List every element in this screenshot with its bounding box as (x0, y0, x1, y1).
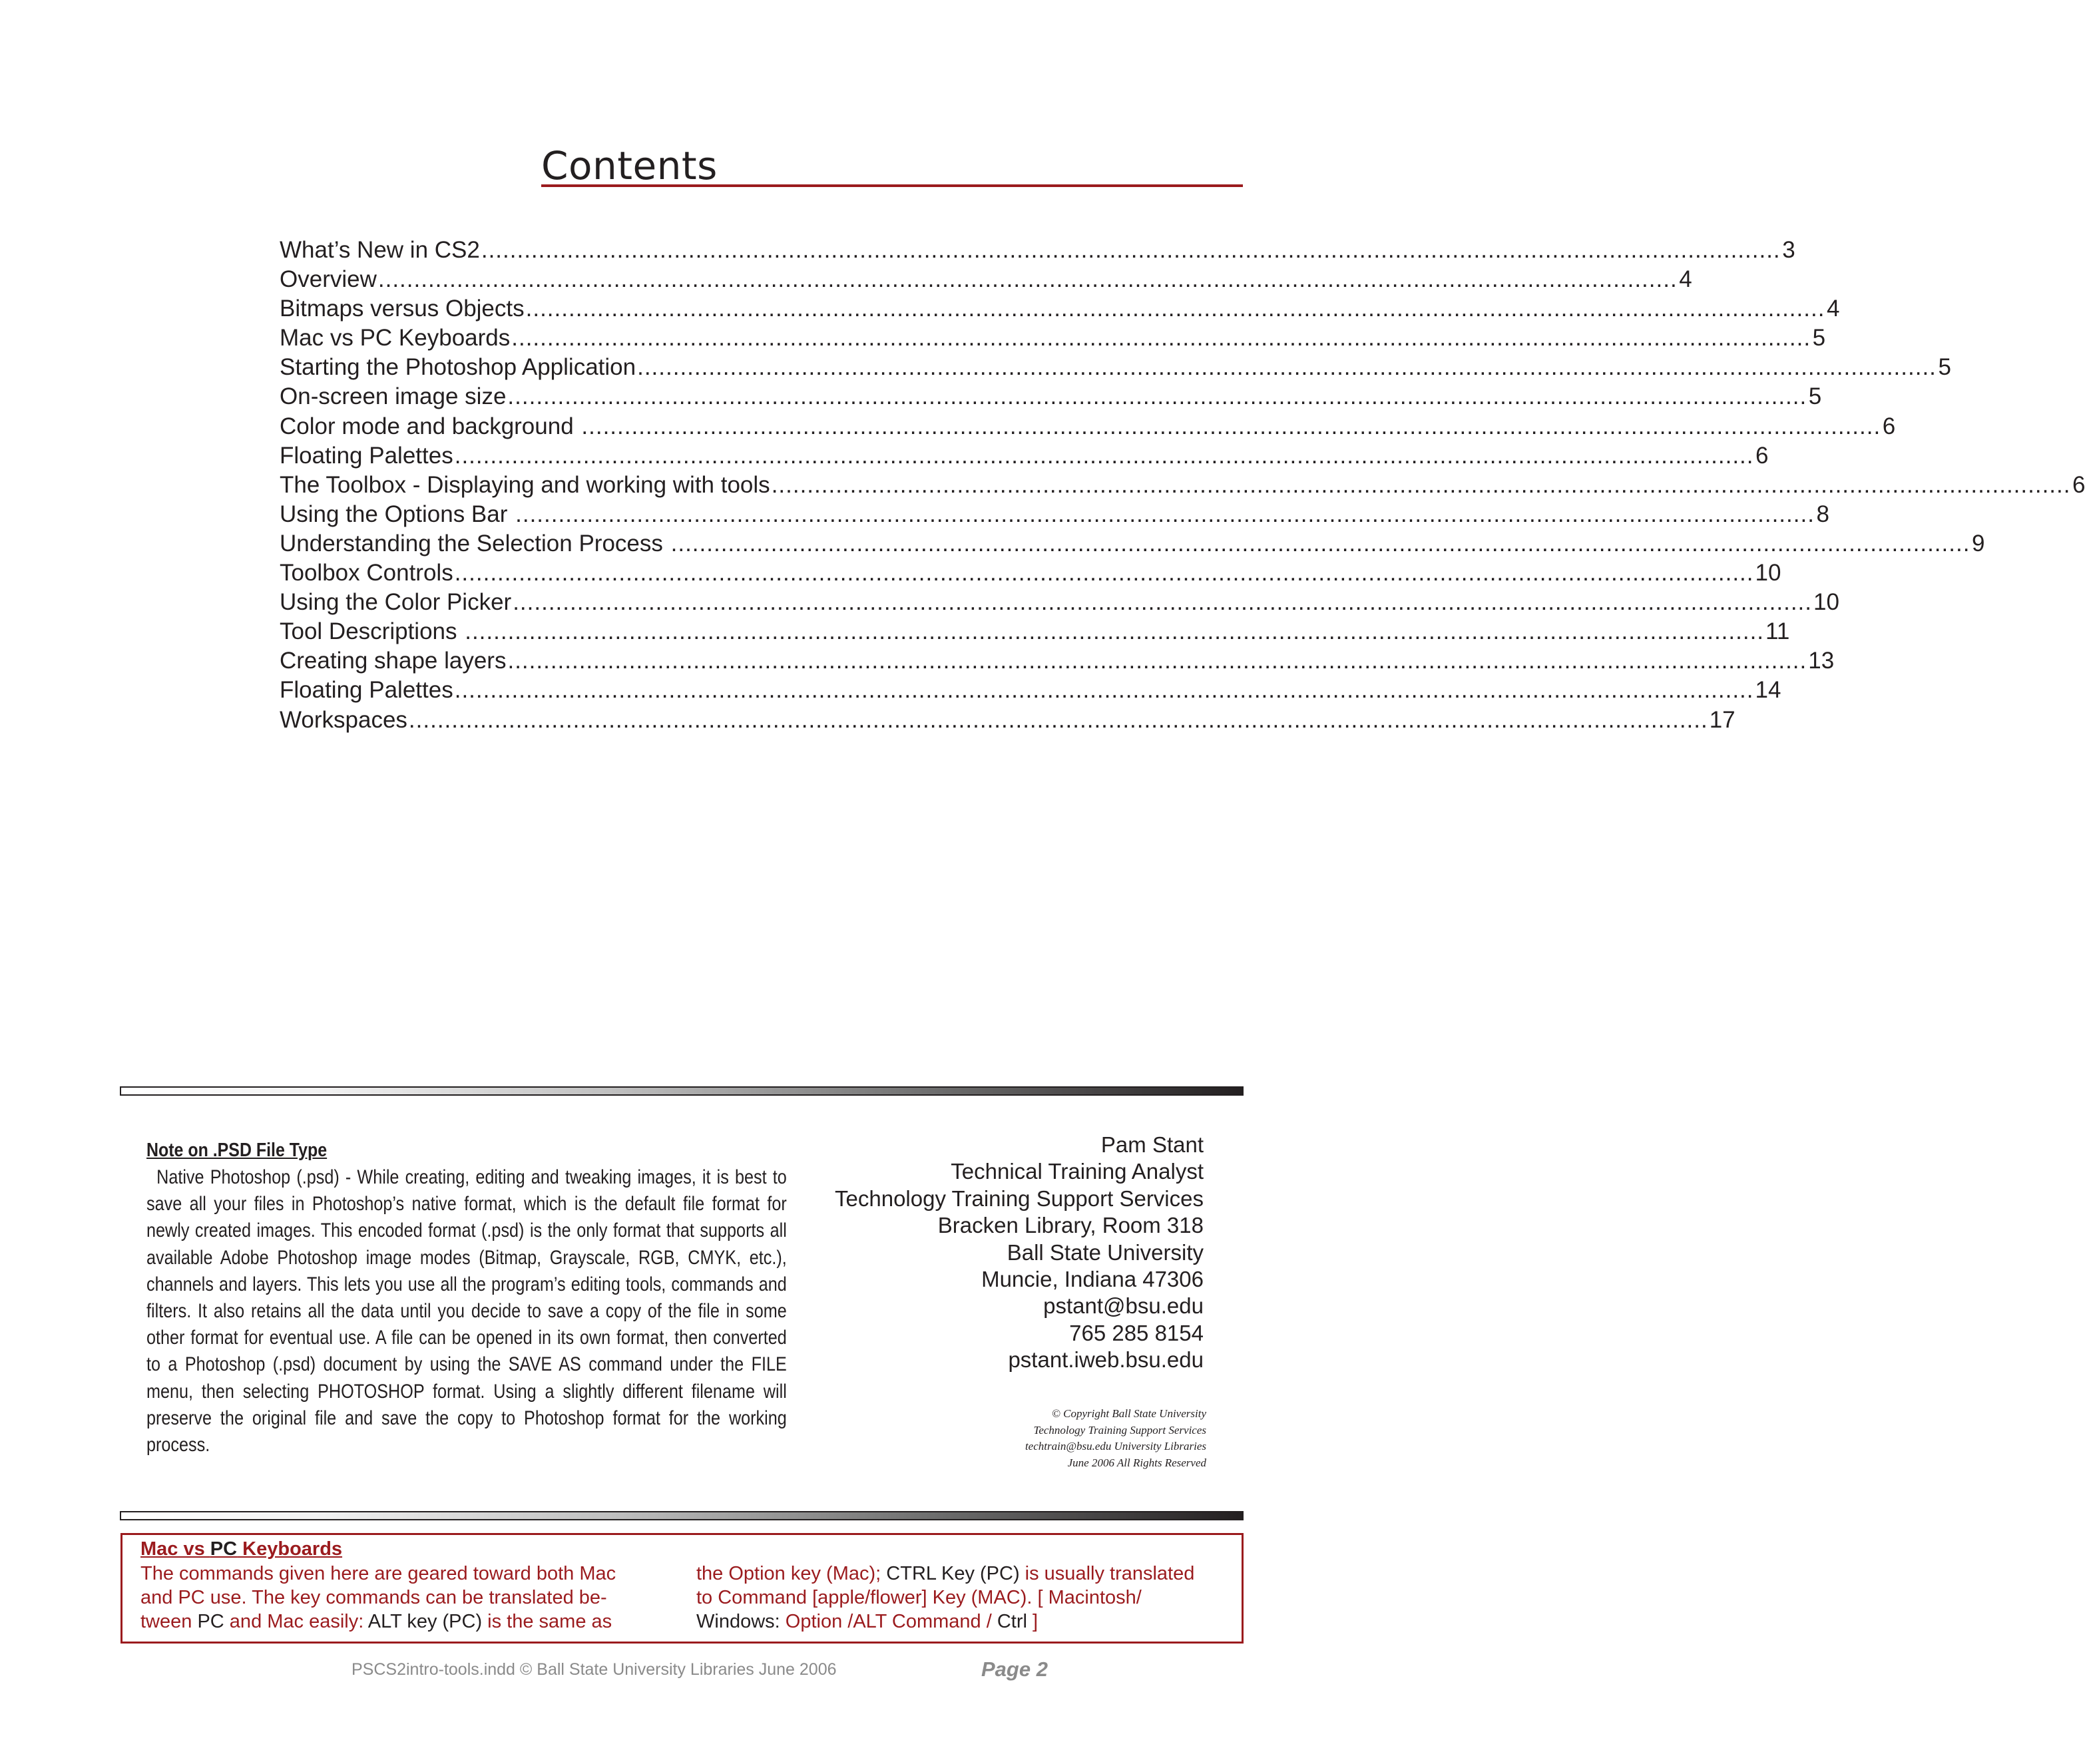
table-of-contents (280, 237, 2085, 736)
text-run: the Option key (Mac); (696, 1563, 887, 1584)
toc-entry-label: Toolbox Controls (280, 560, 453, 586)
keyboard-note-line (696, 1562, 1229, 1586)
toc-entry-page: 13 (1808, 648, 1835, 674)
toc-leader-dots: ...................................................................................................................................................................................... (507, 648, 1807, 674)
toc-entry[interactable] (280, 442, 1769, 472)
toc-entry-label: Floating Palettes (280, 677, 453, 704)
copyright-line: Technology Training Support Services (1033, 1423, 1206, 1436)
toc-leader-dots: ...................................................................................................................................................................................... (454, 560, 1754, 586)
toc-entry-page: 6 (1882, 413, 1896, 439)
text-run: Windows: (696, 1611, 780, 1632)
contact-university: Ball State University (1007, 1239, 1204, 1265)
page-number: Page 2 (981, 1657, 1048, 1681)
psd-note-title: Note on .PSD File Type (146, 1140, 328, 1161)
contact-role: Technical Training Analyst (951, 1159, 1204, 1184)
text-run: Ctrl (997, 1611, 1027, 1632)
toc-leader-dots: ...................................................................................................................................................................................... (771, 471, 2071, 498)
copyright-line: © Copyright Ball State University (1052, 1407, 1206, 1420)
text-run: Option /ALT Command / (780, 1611, 997, 1632)
toc-entry[interactable] (280, 589, 1839, 618)
toc-entry-page: 3 (1782, 237, 1795, 263)
toc-leader-dots: ...................................................................................................................................................................................... (670, 530, 1970, 556)
toc-entry-page: 5 (1812, 325, 1826, 351)
toc-entry-page: 10 (1755, 560, 1781, 586)
toc-entry[interactable] (280, 648, 1835, 677)
gradient-divider-bottom (120, 1511, 1244, 1520)
toc-entry-label: Color mode and background (280, 413, 580, 439)
page-title: Contents (541, 143, 718, 188)
toc-entry[interactable] (280, 296, 1840, 325)
toc-entry-page: 4 (1826, 296, 1840, 322)
keyboard-note-right-column (696, 1562, 1229, 1634)
toc-entry-label: Using the Options Bar (280, 501, 515, 527)
toc-entry-label: Creating shape layers (280, 648, 507, 674)
contact-email[interactable]: pstant@bsu.edu (1043, 1293, 1204, 1319)
title-part: Mac vs (140, 1538, 210, 1560)
toc-entry-page: 17 (1709, 706, 1736, 733)
toc-leader-dots: ...................................................................................................................................................................................... (481, 237, 1781, 263)
toc-entry-label: What’s New in CS2 (280, 237, 480, 263)
copyright-notice (865, 1406, 1206, 1471)
toc-leader-dots: ...................................................................................................................................................................................... (525, 296, 1825, 322)
keyboard-note-line: to Command [apple/flower] Key (MAC). [ Macintosh/ (696, 1587, 1142, 1608)
text-run: PC (197, 1611, 224, 1632)
title-part: Keyboards (237, 1538, 343, 1560)
toc-entry-page: 11 (1765, 618, 1790, 645)
toc-leader-dots: ...................................................................................................................................................................................... (377, 266, 1678, 293)
psd-note (146, 1140, 787, 1458)
toc-entry[interactable] (280, 383, 1822, 413)
text-run: ] (1027, 1611, 1039, 1632)
toc-entry-label: Starting the Photoshop Application (280, 354, 636, 381)
keyboard-note-line (140, 1610, 673, 1634)
keyboard-note-line: and PC use. The key commands can be translated be- (140, 1587, 607, 1608)
text-run: ALT key (PC) (367, 1611, 483, 1632)
title-rule (541, 142, 1243, 187)
toc-entry[interactable] (280, 237, 1795, 266)
toc-leader-dots: ...................................................................................................................................................................................... (511, 325, 1811, 351)
toc-leader-dots: ...................................................................................................................................................................................... (513, 589, 1812, 616)
footer-text: PSCS2intro-tools.indd © Ball State University Libraries June 2006 (351, 1660, 837, 1679)
keyboard-note-title (140, 1538, 342, 1560)
toc-entry-page: 8 (1816, 501, 1829, 527)
toc-entry[interactable] (280, 560, 1781, 589)
toc-leader-dots: ...................................................................................................................................................................................... (408, 706, 1708, 733)
toc-entry-page: 4 (1679, 266, 1692, 293)
toc-entry-page: 6 (1755, 442, 1769, 469)
contact-room: Bracken Library, Room 318 (937, 1213, 1204, 1238)
toc-entry-label: Understanding the Selection Process (280, 530, 670, 556)
contact-department: Technology Training Support Services (835, 1186, 1204, 1211)
toc-entry-label: Mac vs PC Keyboards (280, 325, 511, 351)
toc-entry[interactable] (280, 325, 1826, 354)
toc-entry-page: 14 (1755, 677, 1781, 704)
toc-entry-page: 6 (2072, 471, 2085, 498)
keyboard-note-left-column (140, 1562, 673, 1634)
toc-entry[interactable] (280, 266, 1692, 296)
contact-phone: 765 285 8154 (1069, 1320, 1204, 1345)
toc-leader-dots: ...................................................................................................................................................................................... (465, 618, 1765, 645)
toc-entry-label: Workspaces (280, 706, 407, 733)
toc-entry-page: 9 (1971, 530, 1985, 556)
contact-city: Muncie, Indiana 47306 (981, 1267, 1204, 1292)
toc-leader-dots: ...................................................................................................................................................................................... (454, 442, 1754, 469)
keyboard-note-box (120, 1533, 1244, 1644)
text-run: CTRL Key (PC) (886, 1563, 1020, 1584)
toc-entry-label: On-screen image size (280, 383, 507, 410)
toc-leader-dots: ...................................................................................................................................................................................... (507, 383, 1807, 410)
toc-entry[interactable] (280, 471, 2085, 501)
toc-entry-label: Overview (280, 266, 377, 293)
keyboard-note-line (696, 1610, 1229, 1634)
copyright-line: techtrain@bsu.edu University Libraries (1025, 1440, 1206, 1452)
toc-entry[interactable] (280, 530, 1985, 560)
text-run: tween (140, 1611, 198, 1632)
toc-entry-page: 10 (1813, 589, 1839, 616)
toc-entry-label: Bitmaps versus Objects (280, 296, 525, 322)
gradient-divider-top (120, 1086, 1244, 1096)
toc-leader-dots: ...................................................................................................................................................................................... (515, 501, 1815, 527)
contact-name: Pam Stant (1100, 1132, 1204, 1157)
toc-entry[interactable] (280, 501, 1829, 531)
toc-leader-dots: ...................................................................................................................................................................................... (637, 354, 1937, 381)
toc-entry[interactable] (280, 706, 1736, 736)
toc-entry[interactable] (280, 618, 1790, 648)
toc-entry[interactable] (280, 354, 1951, 383)
toc-entry-label: Using the Color Picker (280, 589, 512, 616)
contact-website[interactable]: pstant.iweb.bsu.edu (1008, 1347, 1204, 1373)
keyboard-note-line: The commands given here are geared toward both Mac (140, 1563, 616, 1584)
toc-entry-label: The Toolbox - Displaying and working with tools (280, 471, 770, 498)
text-run: is the same as (482, 1611, 612, 1632)
toc-entry[interactable] (280, 413, 1896, 443)
toc-entry[interactable] (280, 677, 1781, 706)
contact-block (786, 1132, 1204, 1374)
text-run: and Mac easily: (224, 1611, 368, 1632)
psd-note-body: Native Photoshop (.psd) - While creating, editing and tweaking images, it is best to save all your files in Photoshop’s native format, which is the default file format for newly created images. This encoded format (.psd) is the only format that supports all available Adobe Photoshop image modes (Bitmap, Grayscale, RGB, CMYK, etc.), channels and layers. This lets you use all the program’s editing tools, commands and filters. It also retains all the data until you decide to save a copy of the file in some other format for eventual use. A file can be opened in its own format, then converted to a Photoshop (.psd) document by using the SAVE AS command under the FILE menu, then selecting PHOTOSHOP format. Using a slightly different filename will preserve the original file and save the copy to Photoshop format for the working process. (146, 1166, 787, 1456)
toc-entry-label: Tool Descriptions (280, 618, 464, 645)
copyright-line: June 2006 All Rights Reserved (1067, 1456, 1206, 1469)
text-run: is usually translated (1019, 1563, 1195, 1584)
toc-entry-label: Floating Palettes (280, 442, 453, 469)
toc-entry-page: 5 (1808, 383, 1822, 410)
toc-leader-dots: ...................................................................................................................................................................................... (581, 413, 1881, 439)
toc-leader-dots: ...................................................................................................................................................................................... (454, 677, 1754, 704)
toc-entry-page: 5 (1938, 354, 1951, 381)
title-part: PC (210, 1538, 238, 1560)
